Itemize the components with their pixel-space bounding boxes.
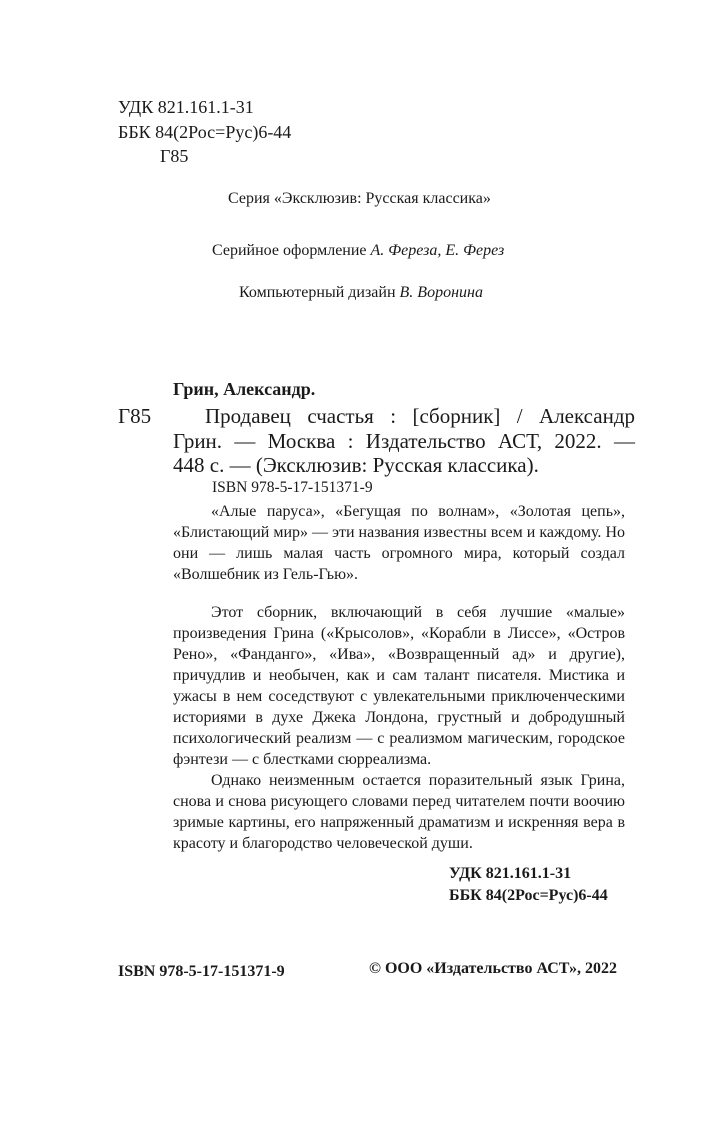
annotation-paragraph-2: Этот сборник, включающий в себя лучшие «малые» произведения Грина («Крысолов», «Корабли в Лиссе», «Остров Рено», «Фанданго», «Ива», «Возвращенный ад» и другие), причудлив и необычен, как и сам талант писателя. Мистика и ужасы в нем соседствуют с увлекательными приключенческими историями в духе Джека Лондона, грустный и добродушный психологический реализм — с реализмом магическим, городское фэнтези — с блестками сюрреализма. bbox=[173, 604, 625, 768]
copyright: © ООО «Издательство АСТ», 2022 bbox=[369, 960, 618, 977]
bib-mark: Г85 bbox=[118, 404, 152, 428]
annotation bbox=[173, 501, 625, 854]
series-design-label: Серийное оформление bbox=[212, 242, 371, 259]
bib-line-1: Продавец счастья : [сборник] / Александр bbox=[205, 404, 635, 428]
udk-top: УДК 821.161.1-31 bbox=[118, 97, 254, 117]
computer-design-line bbox=[239, 284, 483, 302]
annotation-paragraph-1: «Алые паруса», «Бегущая по волнам», «Золотая цепь», «Блистающий мир» — эти названия известны всем и каждому. Но они — лишь малая часть огромного мира, который создал «Волшебник из Гель-Гью». bbox=[173, 503, 625, 583]
annotation-paragraph-3: Однако неизменным остается поразительный язык Грина, снова и снова рисующего словами перед читателем почти воочию зримые картины, его напряженный драматизм и искренняя вера в красоту и благородство человеческой души. bbox=[173, 772, 625, 852]
udk-bottom: УДК 821.161.1-31 bbox=[449, 865, 572, 882]
computer-design-name: В. Воронина bbox=[399, 284, 483, 301]
series-line: Серия «Эксклюзив: Русская классика» bbox=[228, 190, 491, 207]
series-design-names: А. Фереза, Е. Ферез bbox=[370, 242, 505, 259]
bib-author: Грин, Александр. bbox=[173, 379, 316, 399]
bbk-top: ББК 84(2Рос=Рус)6-44 bbox=[118, 122, 292, 142]
series-design-line bbox=[212, 242, 504, 260]
bib-line-2: Грин. — Москва : Издательство АСТ, 2022. — bbox=[173, 429, 635, 453]
footer-isbn: ISBN 978-5-17-151371-9 bbox=[118, 963, 285, 980]
bib-isbn: ISBN 978-5-17-151371-9 bbox=[212, 479, 373, 496]
bbk-bottom: ББК 84(2Рос=Рус)6-44 bbox=[449, 887, 608, 904]
author-mark-top: Г85 bbox=[160, 146, 189, 166]
bib-line-3: 448 с. — (Эксклюзив: Русская классика). bbox=[173, 453, 539, 477]
computer-design-label: Компьютерный дизайн bbox=[239, 284, 400, 301]
